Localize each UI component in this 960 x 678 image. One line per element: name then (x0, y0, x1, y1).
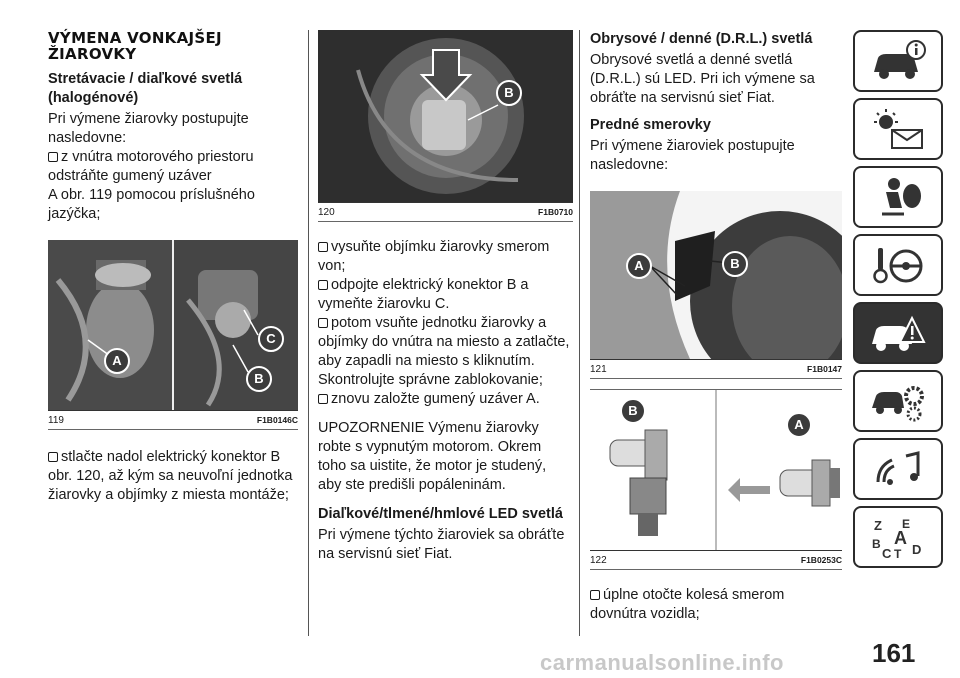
bullet-icon (318, 394, 328, 404)
tab-multimedia[interactable] (853, 438, 943, 500)
column-divider (308, 30, 309, 636)
bullet-icon (318, 280, 328, 290)
step-6: znovu založte gumený uzáver A. (318, 390, 573, 409)
intro-text: Pri výmene žiarovky postupujte nasledovne: (48, 111, 249, 146)
tab-car-info[interactable] (853, 30, 943, 92)
column-2 (318, 30, 573, 564)
column-3 (590, 30, 842, 624)
callout-a: A (786, 412, 812, 438)
subheading-led: Diaľkové/tlmené/hmlové LED svetlá (318, 506, 563, 522)
callout-b: B (620, 398, 646, 424)
multimedia-icon (868, 446, 928, 492)
key-steering-icon (868, 242, 928, 288)
figure-code: F1B0710 (538, 207, 573, 217)
subheading-drl: Obrysové / denné (D.R.L.) svetlá (590, 31, 813, 47)
figure-number: 121 (590, 364, 607, 375)
watermark: carmanualsonline.info (540, 650, 784, 675)
car-gears-icon (868, 378, 928, 424)
bullet-icon (48, 152, 58, 162)
figure-119 (48, 240, 298, 411)
figure-121 (590, 191, 842, 360)
callout-b: B (246, 366, 272, 392)
figure-number: 122 (590, 555, 607, 566)
step-1-continued: A obr. 119 pomocou príslušného jazýčka; (48, 187, 255, 222)
figure-120-caption (318, 205, 573, 222)
index-letter: B (872, 537, 881, 551)
airbag-seat-icon (868, 174, 928, 220)
led-text: Pri výmene týchto žiaroviek sa obráťte na servisnú sieť Fiat. (318, 527, 565, 562)
bullet-icon (590, 590, 600, 600)
bullet-icon (318, 242, 328, 252)
step-4: odpojte elektrický konektor B a vymeňte žiarovku C. (318, 277, 529, 312)
tab-index[interactable] (853, 506, 943, 568)
index-letter: A (894, 528, 907, 548)
figure-code: F1B0147 (807, 364, 842, 374)
alphabet-index-icon (868, 514, 928, 560)
step-3: vysuňte objímku žiarovky smerom von; (318, 239, 550, 274)
subheading-front-indicators: Predné smerovky (590, 117, 711, 133)
section-title: VÝMENA VONKAJŠEJ ŽIAROVKY (48, 29, 222, 63)
step-2: stlačte nadol elektrický konektor B obr. 120, až kým sa neuvoľní jednotka žiarovky a objímky z miesta montáže; (48, 449, 293, 503)
index-letter: T (894, 547, 902, 560)
figure-code: F1B0253C (800, 555, 842, 565)
tab-safety[interactable] (853, 166, 943, 228)
bullet-icon (318, 318, 328, 328)
car-breakdown-icon (868, 310, 928, 356)
index-letter: Z (874, 518, 882, 533)
figure-number: 120 (318, 207, 335, 218)
column-divider (579, 30, 580, 636)
callout-a: A (104, 348, 130, 374)
warning-text: UPOZORNENIE Výmenu žiarovky robte s vypnutým motorom. Okrem toho sa uistite, že motor je studený, aby ste predišli popáleninám. (318, 420, 547, 493)
page-number: 161 (872, 638, 916, 668)
figure-122 (590, 389, 842, 551)
subheading-halogen: Stretávacie / diaľkové svetlá (halogénové) (48, 71, 243, 106)
callout-a: A (626, 253, 652, 279)
drl-text: Obrysové svetlá a denné svetlá (D.R.L.) sú LED. Pri ich výmene sa obráťte na servisnú sieť Fiat. (590, 52, 815, 106)
index-letter: D (912, 542, 922, 557)
figure-number: 119 (48, 415, 64, 426)
callout-b: B (496, 80, 522, 106)
figure-119-caption (48, 413, 298, 430)
tab-emergency[interactable] (853, 302, 943, 364)
car-info-icon (868, 38, 928, 84)
figure-120 (318, 30, 573, 203)
chapter-sidebar (853, 30, 947, 574)
figure-121-caption (590, 362, 842, 379)
warning-lights-icon (868, 106, 928, 152)
column-1 (48, 30, 298, 505)
step-5: potom vsuňte jednotku žiarovky a objímky do vnútra na miesto a zatlačte, aby zapadli na miesto s kliknutím. Skontrolujte správne zablokovanie; (318, 315, 570, 388)
headlamp-photo (318, 30, 573, 202)
figure-122-caption (590, 553, 842, 570)
tab-warning-lights[interactable] (853, 98, 943, 160)
callout-c: C (258, 326, 284, 352)
bullet-icon (48, 452, 58, 462)
index-letter: E (902, 517, 911, 531)
index-letter: C (882, 546, 892, 560)
callout-b: B (722, 251, 748, 277)
figure-code: F1B0146C (256, 415, 298, 425)
tab-starting-driving[interactable] (853, 234, 943, 296)
wheel-arch-drawing (590, 191, 842, 359)
step-7: úplne otočte kolesá smerom dovnútra vozidla; (590, 587, 785, 622)
tab-maintenance[interactable] (853, 370, 943, 432)
front-text: Pri výmene žiaroviek postupujte nasledovne: (590, 138, 795, 173)
step-1: z vnútra motorového priestoru odstráňte gumený uzáver (48, 149, 254, 184)
